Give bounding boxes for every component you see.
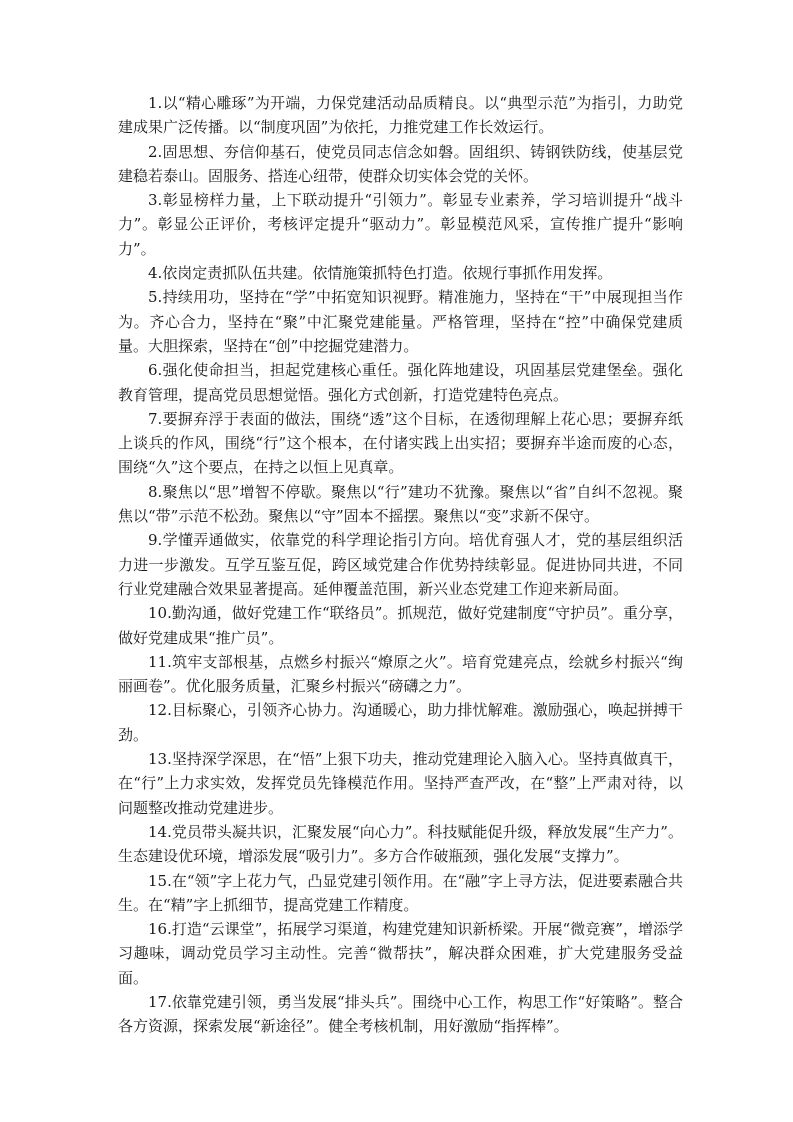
paragraph-7: 7.要摒弃浮于表面的做法，围绕“透”这个目标，在透彻理解上花心思；要摒弃纸上谈兵的作风，围绕“行”这个根本，在付诸实践上出实招；要摒弃半途而废的心态，围绕“久”这个要点，在持之以恒上见真章。 bbox=[118, 409, 683, 477]
paragraph-14: 14.党员带头凝共识，汇聚发展“向心力”。科技赋能促升级，释放发展“生产力”。生态建设优环境，增添发展“吸引力”。多方合作破瓶颈，强化发展“支撑力”。 bbox=[118, 822, 683, 866]
paragraph-11: 11.筑牢支部根基，点燃乡村振兴“燎原之火”。培育党建亮点，绘就乡村振兴“绚丽画卷”。优化服务质量，汇聚乡村振兴“磅礴之力”。 bbox=[118, 652, 683, 696]
document-body bbox=[118, 91, 683, 1039]
paragraph-13: 13.坚持深学深思，在“悟”上狠下功夫，推动党建理论入脑入心。坚持真做真干，在“行”上力求实效，发挥党员先锋模范作用。坚持严查严改，在“整”上严肃对待，以问题整改推动党建进步。 bbox=[118, 750, 683, 817]
paragraph-15: 15.在“领”字上花力气，凸显党建引领作用。在“融”字上寻方法，促进要素融合共生。在“精”字上抓细节，提高党建工作精度。 bbox=[118, 871, 683, 914]
paragraph-3: 3.彰显榜样力量，上下联动提升“引领力”。彰显专业素养，学习培训提升“战斗力”。彰显公正评价，考核评定提升“驱动力”。彰显模范风采，宣传推广提升“影响力”。 bbox=[118, 191, 683, 258]
paragraph-6: 6.强化使命担当，担起党建核心重任。强化阵地建设，巩固基层党建堡垒。强化教育管理，提高党员思想觉悟。强化方式创新，打造党建特色亮点。 bbox=[118, 361, 683, 404]
paragraph-5: 5.持续用功，坚持在“学”中拓宽知识视野。精准施力，坚持在“干”中展现担当作为。齐心合力，坚持在“聚”中汇聚党建能量。严格管理，坚持在“控”中确保党建质量。大胆探索，坚持在“创”中挖掘党建潜力。 bbox=[118, 288, 683, 355]
paragraph-1: 1.以“精心雕琢”为开端，力保党建活动品质精良。以“典型示范”为指引，力助党建成果广泛传播。以“制度巩固”为依托，力推党建工作长效运行。 bbox=[118, 94, 683, 137]
paragraph-8: 8.聚焦以“思”增智不停歇。聚焦以“行”建功不犹豫。聚焦以“省”自纠不忽视。聚焦以“带”示范不松劲。聚焦以“守”固本不摇摆。聚焦以“变”求新不保守。 bbox=[118, 482, 683, 526]
paragraph-4: 4.依岗定责抓队伍共建。依情施策抓特色打造。依规行事抓作用发挥。 bbox=[148, 264, 613, 283]
paragraph-2: 2.固思想、夯信仰基石，使党员同志信念如磐。固组织、铸钢铁防线，使基层党建稳若泰山。固服务、搭连心纽带，使群众切实体会党的关怀。 bbox=[118, 142, 683, 185]
paragraph-10: 10.勤沟通，做好党建工作“联络员”。抓规范，做好党建制度“守护员”。重分享，做好党建成果“推广员”。 bbox=[118, 604, 683, 647]
paragraph-12: 12.目标聚心，引领齐心协力。沟通暖心，助力排忧解难。激励强心，唤起拼搏干劲。 bbox=[118, 701, 683, 744]
paragraph-16: 16.打造“云课堂”，拓展学习渠道，构建党建知识新桥梁。开展“微竞赛”，增添学习趣味，调动党员学习主动性。完善“微帮扶”，解决群众困难，扩大党建服务受益面。 bbox=[118, 920, 683, 987]
paragraph-9: 9.学懂弄通做实，依靠党的科学理论指引方向。培优育强人才，党的基层组织活力进一步激发。互学互鉴互促，跨区域党建合作优势持续彰显。促进协同共进，不同行业党建融合效果显著提高。延伸覆盖范围，新兴业态党建工作迎来新局面。 bbox=[118, 531, 683, 598]
paragraph-17: 17.依靠党建引领，勇当发展“排头兵”。围绕中心工作，构思工作“好策略”。整合各方资源，探索发展“新途径”。健全考核机制，用好激励“指挥棒”。 bbox=[118, 992, 683, 1036]
